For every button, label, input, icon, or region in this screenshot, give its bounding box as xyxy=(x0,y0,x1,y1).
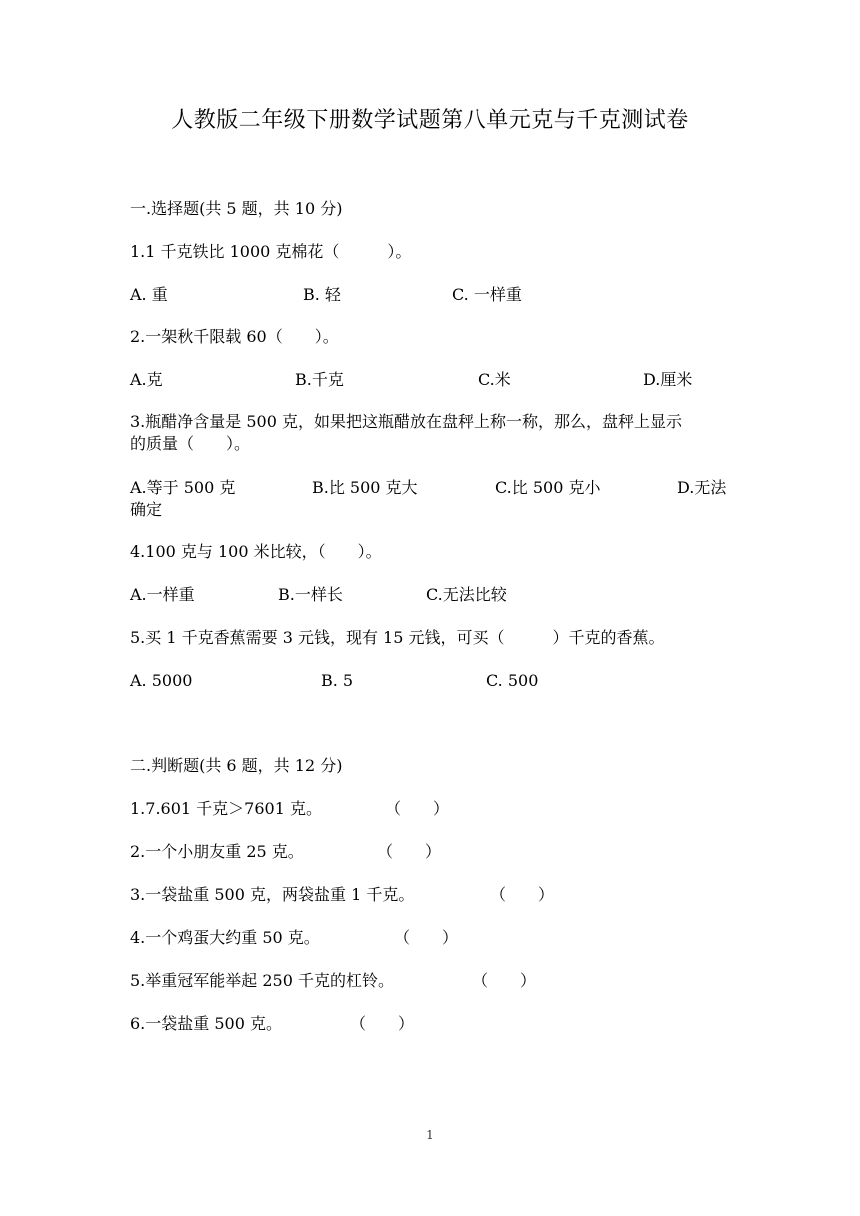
q3-option-d-wrap: 确定 xyxy=(130,500,163,519)
q2-option-a: A.克 xyxy=(130,370,163,389)
judge-item-4-blank: （ ） xyxy=(394,928,459,947)
q5-option-c: C. 500 xyxy=(486,671,539,690)
q2-option-b: B.千克 xyxy=(295,370,344,389)
question-5: 5.买 1 千克香蕉需要 3 元钱，现有 15 元钱，可买（ ）千克的香蕉。 xyxy=(130,628,665,647)
section-heading-judge: 二.判断题(共 6 题，共 12 分) xyxy=(130,756,343,775)
judge-item-1: 1.7.601 千克＞7601 克。 xyxy=(130,799,322,818)
q4-option-b: B.一样长 xyxy=(278,585,343,604)
judge-item-1-blank: （ ） xyxy=(385,799,450,818)
judge-item-3: 3.一袋盐重 500 克，两袋盐重 1 千克。 xyxy=(130,885,415,904)
judge-item-2-blank: （ ） xyxy=(377,842,442,861)
judge-item-5-blank: （ ） xyxy=(472,971,537,990)
q3-option-c: C.比 500 克小 xyxy=(495,478,601,497)
judge-item-3-blank: （ ） xyxy=(490,885,555,904)
question-1: 1.1 千克铁比 1000 克棉花（ ）。 xyxy=(130,242,412,261)
q5-option-b: B. 5 xyxy=(321,671,354,690)
q3-option-d: D.无法 xyxy=(677,478,727,497)
q3-option-b: B.比 500 克大 xyxy=(312,478,418,497)
question-2: 2.一架秋千限载 60（ ）。 xyxy=(130,327,339,346)
q5-option-a: A. 5000 xyxy=(130,671,193,690)
q1-option-b: B. 轻 xyxy=(303,285,341,304)
q1-option-a: A. 重 xyxy=(130,285,168,304)
judge-item-6: 6.一袋盐重 500 克。 xyxy=(130,1014,282,1033)
question-4: 4.100 克与 100 米比较，（ ）。 xyxy=(130,542,382,561)
page-number: 1 xyxy=(426,1128,434,1142)
q2-option-c: C.米 xyxy=(478,370,511,389)
q3-option-a: A.等于 500 克 xyxy=(130,478,236,497)
section-heading-choice: 一.选择题(共 5 题，共 10 分) xyxy=(130,199,343,218)
page-title: 人教版二年级下册数学试题第八单元克与千克测试卷 xyxy=(171,108,689,133)
judge-item-2: 2.一个小朋友重 25 克。 xyxy=(130,842,304,861)
q2-option-d: D.厘米 xyxy=(643,370,693,389)
judge-item-6-blank: （ ） xyxy=(350,1014,415,1033)
judge-item-5: 5.举重冠军能举起 250 千克的杠铃。 xyxy=(130,971,394,990)
judge-item-4: 4.一个鸡蛋大约重 50 克。 xyxy=(130,928,320,947)
q4-option-c: C.无法比较 xyxy=(426,585,507,604)
question-3-line-2: 的质量（ ）。 xyxy=(130,434,251,453)
q4-option-a: A.一样重 xyxy=(130,585,195,604)
q1-option-c: C. 一样重 xyxy=(452,285,522,304)
question-3-line-1: 3.瓶醋净含量是 500 克，如果把这瓶醋放在盘秤上称一称，那么，盘秤上显示 xyxy=(130,412,682,431)
